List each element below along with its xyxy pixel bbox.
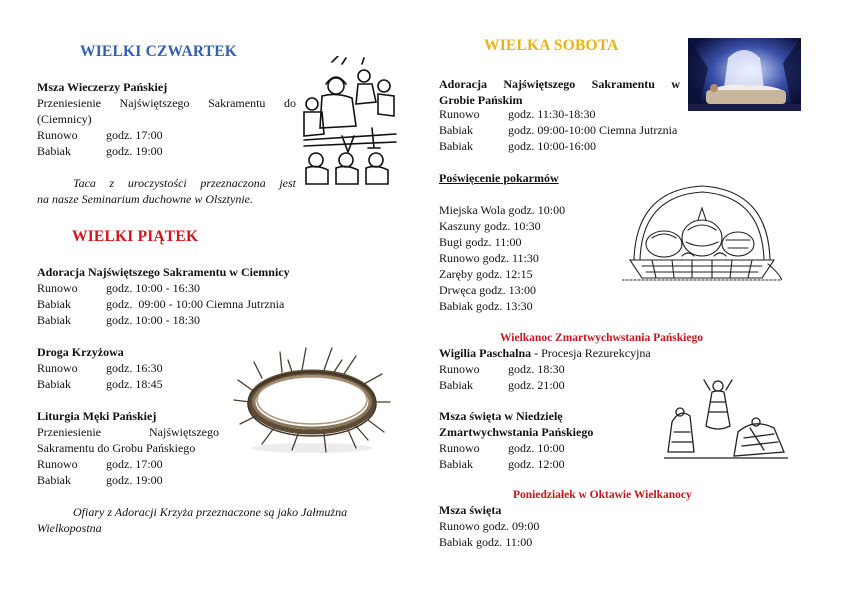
time: godz. 18:30 <box>508 362 565 376</box>
time: godz. 19:00 <box>106 144 163 158</box>
place: Runowo <box>439 107 480 121</box>
easter-basket-illustration <box>622 180 782 290</box>
saturday-adoration-text: Adoracja Najświętszego Sakramentu w <box>439 77 680 91</box>
place: Babiak <box>439 139 473 153</box>
sunday-title-line2: Zmartwychwstania Pańskiego <box>439 425 594 439</box>
time: godz. 19:00 <box>106 473 163 487</box>
monday-line: Babiak godz. 11:00 <box>439 535 533 549</box>
time: godz. 10:00 - 18:30 <box>106 313 200 327</box>
time: godz. 11:30-18:30 <box>508 107 596 121</box>
friday-note-line1: Ofiary z Adoracji Krzyża przeznaczone są jako Jałmużna <box>73 505 348 519</box>
thursday-note-text: Taca z uroczystości przeznaczona jest <box>73 176 296 190</box>
time: godz. 16:30 <box>106 361 163 375</box>
time: godz. 12:00 <box>508 457 565 471</box>
tomb-of-jesus-picture <box>688 38 801 111</box>
monday-line: Runowo godz. 09:00 <box>439 519 540 533</box>
friday-heading: WIELKI PIĄTEK <box>72 228 199 245</box>
time: godz. 17:00 <box>106 457 163 471</box>
blessing-item: Drwęca godz. 13:00 <box>439 283 536 297</box>
place: Babiak <box>37 377 71 391</box>
time: godz. 09:00-10:00 Ciemna Jutrznia <box>508 123 678 137</box>
place: Runowo <box>37 457 78 471</box>
thursday-transfer-text: Przeniesienie Najświętszego Sakramentu do <box>37 96 296 110</box>
resurrection-illustration <box>664 372 788 460</box>
time: godz. 10:00 - 16:30 <box>106 281 200 295</box>
vigil-title: Wigilia Paschalna - <box>439 346 539 360</box>
saturday-adoration-line2: Grobie Pańskim <box>439 93 523 107</box>
easter-heading: Wielkanoc Zmartwychwstania Pańskiego <box>500 332 703 344</box>
place: Babiak <box>439 378 473 392</box>
monday-mass-title: Msza święta <box>439 503 502 517</box>
place: Runowo <box>439 441 480 455</box>
thursday-note-line1 <box>37 175 296 191</box>
thursday-transfer-line1 <box>37 95 296 111</box>
thursday-heading: WIELKI CZWARTEK <box>80 43 238 60</box>
place: Runowo <box>439 362 480 376</box>
crown-of-thorns-illustration <box>232 340 392 455</box>
vigil-title-line <box>439 345 651 361</box>
blessing-item: Miejska Wola godz. 10:00 <box>439 203 566 217</box>
blessing-item: Babiak godz. 13:30 <box>439 299 533 313</box>
last-supper-illustration <box>302 56 398 186</box>
place: Runowo <box>37 281 78 295</box>
time: godz. 09:00 - 10:00 Ciemna Jutrznia <box>106 297 285 311</box>
time: godz. 18:45 <box>106 377 163 391</box>
monday-heading: Poniedziałek w Oktawie Wielkanocy <box>513 489 692 501</box>
saturday-heading: WIELKA SOBOTA <box>484 37 619 54</box>
time: godz. 10:00-16:00 <box>508 139 596 153</box>
blessing-item: Kaszuny godz. 10:30 <box>439 219 541 233</box>
place: Babiak <box>37 297 71 311</box>
time: godz. 10:00 <box>508 441 565 455</box>
vigil-subtitle: Procesja Rezurekcyjna <box>538 346 651 360</box>
blessing-item: Zaręby godz. 12:15 <box>439 267 533 281</box>
liturgy-word-a: Przeniesienie <box>37 425 101 439</box>
place: Babiak <box>37 473 71 487</box>
blessing-item: Runowo godz. 11:30 <box>439 251 539 265</box>
saturday-adoration-line1 <box>439 76 680 92</box>
liturgy-word-b: Najświętszego <box>149 425 219 439</box>
place: Babiak <box>37 313 71 327</box>
time: godz. 17:00 <box>106 128 163 142</box>
friday-liturgy-title: Liturgia Męki Pańskiej <box>37 409 157 423</box>
place: Runowo <box>37 128 78 142</box>
friday-liturgy-line2: Sakramentu do Grobu Pańskiego <box>37 441 196 455</box>
thursday-note-line2: na nasze Seminarium duchowne w Olsztynie. <box>37 192 253 206</box>
blessing-title: Poświęcenie pokarmów <box>439 171 559 185</box>
friday-adoration-title: Adoracja Najświętszego Sakramentu w Ciemnicy <box>37 265 290 279</box>
place: Babiak <box>439 123 473 137</box>
thursday-mass-title: Msza Wieczerzy Pańskiej <box>37 80 168 94</box>
place: Babiak <box>439 457 473 471</box>
place: Babiak <box>37 144 71 158</box>
friday-way-title: Droga Krzyżowa <box>37 345 124 359</box>
sunday-title-line1: Msza święta w Niedzielę <box>439 409 563 423</box>
time: godz. 21:00 <box>508 378 565 392</box>
friday-note-line2: Wielkopostna <box>37 521 102 535</box>
place: Runowo <box>37 361 78 375</box>
thursday-transfer-line2: (Ciemnicy) <box>37 112 92 126</box>
blessing-item: Bugi godz. 11:00 <box>439 235 522 249</box>
